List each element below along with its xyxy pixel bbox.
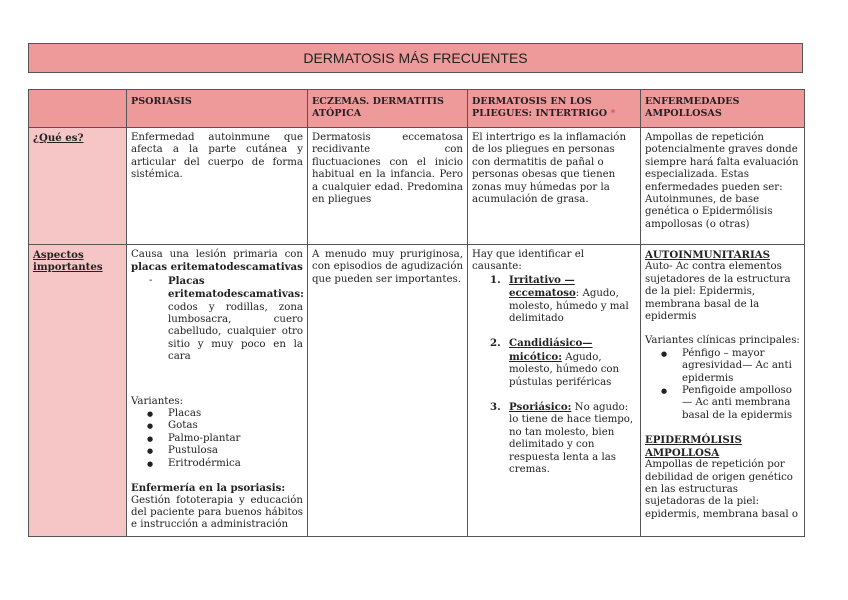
row-que-es bbox=[29, 128, 805, 245]
list-item: ● Placas bbox=[131, 408, 303, 420]
psoriasis-enfermeria-title: Enfermería en la psoriasis: bbox=[131, 482, 286, 495]
item-title: Irritativo — eccematoso bbox=[509, 273, 576, 300]
psoriasis-variantes-label: Variantes: bbox=[131, 395, 184, 407]
item-text: Agudo, molesto, húmedo con pústulas periféricas bbox=[509, 351, 620, 388]
header-ampollosas: ENFERMEDADES AMPOLLOSAS bbox=[641, 90, 805, 128]
list-item bbox=[472, 401, 636, 476]
ampollosas-auto-title: AUTOINMUNITARIAS bbox=[645, 249, 770, 261]
intertrigo-intro: Hay que identificar el causante: bbox=[472, 249, 584, 273]
document-title bbox=[28, 43, 803, 73]
item-number: 2. bbox=[490, 337, 501, 350]
psoriasis-intro bbox=[131, 249, 303, 275]
item-title: Psoriásico: bbox=[509, 401, 572, 414]
item-number: 1. bbox=[490, 273, 501, 286]
item-sep: : bbox=[575, 288, 580, 300]
row-label-que-es bbox=[29, 128, 127, 245]
list-item: ● Pénfigo – mayor agresividad— Ac anti epidermis bbox=[645, 348, 800, 385]
cell-psoriasis-aspectos bbox=[127, 245, 308, 537]
ampollosas-variantes-label: Variantes clínicas principales: bbox=[645, 335, 800, 347]
list-item bbox=[472, 274, 636, 326]
header-row bbox=[29, 90, 805, 128]
ampollosas-auto-text: Auto- Ac contra elementos sujetadores de la estructura de la piel: Epidermis, membrana basal de la epidermis bbox=[645, 261, 791, 323]
row-aspectos bbox=[29, 245, 805, 537]
psoriasis-dash-bold: Placas eritematodescamativas: bbox=[168, 274, 304, 301]
list-item: ● Eritrodérmica bbox=[131, 458, 303, 470]
psoriasis-enfermeria-text: Gestión fototerapia y educación del paciente para buenos hábitos e instrucción a administración bbox=[131, 494, 303, 531]
list-item: ● Palmo-plantar bbox=[131, 433, 303, 445]
header-asterisk: * bbox=[610, 108, 616, 119]
cell-eczemas-que-es: Dermatosis eccematosa recidivante con fluctuaciones con el inicio habitual en la infancia. Pero a cualquier edad. Predomina en pliegues bbox=[308, 128, 468, 245]
ampollosas-epi-text: Ampollas de repetición por debilidad de origen genético en las estructuras sujetadoras de la piel: epidermis, membrana basal o bbox=[645, 459, 799, 520]
list-item bbox=[472, 337, 636, 389]
header-intertrigo-text: DERMATOSIS EN LOS PLIEGUES: INTERTRIGO bbox=[472, 96, 608, 119]
row-label-aspectos-text: Aspectos importantes bbox=[33, 249, 103, 274]
item-number: 3. bbox=[490, 401, 501, 414]
header-psoriasis: PSORIASIS bbox=[127, 90, 308, 128]
row-label-que-es-text: ¿Qué es? bbox=[33, 132, 84, 144]
document-title-text: DERMATOSIS MÁS FRECUENTES bbox=[303, 50, 528, 66]
cell-psoriasis-que-es: Enfermedad autoinmune que afecta a la parte cutánea y articular del cuerpo de forma sistémica. bbox=[127, 128, 308, 245]
header-eczemas: ECZEMAS. DERMATITIS ATÓPICA bbox=[308, 90, 468, 128]
psoriasis-dash-text: codos y rodillas, zona lumbosacra, cuero cabelludo, cualquier otro sitio y muy poco en la cara bbox=[168, 301, 303, 363]
list-item bbox=[131, 275, 303, 364]
psoriasis-dash-list bbox=[131, 275, 303, 364]
dermatosis-table bbox=[28, 89, 805, 537]
psoriasis-intro-text: Causa una lesión primaria con bbox=[131, 249, 303, 260]
item-title: Candidiásico— micótico: bbox=[509, 337, 593, 363]
list-item: ● Pustulosa bbox=[131, 445, 303, 457]
cell-intertrigo-que-es: El intertrigo es la inflamación de los pliegues en personas con dermatitis de pañal o personas obesas que tienen zonas muy húmedas por la acumulación de grasa. bbox=[468, 128, 641, 245]
row-label-aspectos bbox=[29, 245, 127, 537]
cell-ampollosas-que-es: Ampollas de repetición potencialmente graves donde siempre hará falta evaluación especializada. Estas enfermedades pueden ser: Autoinmunes, de base genética o Epidermólisis ampollosas (o otras) bbox=[641, 128, 805, 245]
header-empty bbox=[29, 90, 127, 128]
cell-eczemas-aspectos: A menudo muy pruriginosa, con episodios de agudización que pueden ser importantes. bbox=[308, 245, 468, 537]
list-item: ● Penfigoide ampolloso— Ac anti membrana basal de la epidermis bbox=[645, 385, 800, 422]
psoriasis-variantes-list bbox=[131, 408, 303, 470]
intertrigo-causes-list bbox=[472, 274, 636, 477]
item-text: Agudo, molesto, húmedo y mal delimitado bbox=[509, 288, 629, 325]
cell-intertrigo-aspectos bbox=[468, 245, 641, 537]
list-item: ● Gotas bbox=[131, 420, 303, 432]
item-text: No agudo: lo tiene de hace tiempo, no tan molesto, bien delimitado y con respuesta lenta a las cremas. bbox=[509, 402, 634, 476]
cell-ampollosas-aspectos bbox=[641, 245, 805, 537]
header-intertrigo bbox=[468, 90, 641, 128]
ampollosas-variantes-list bbox=[645, 348, 800, 422]
ampollosas-epi-title: EPIDERMÓLISIS AMPOLLOSA bbox=[645, 434, 742, 459]
psoriasis-intro-bold: placas eritematodescamativas bbox=[131, 261, 303, 274]
